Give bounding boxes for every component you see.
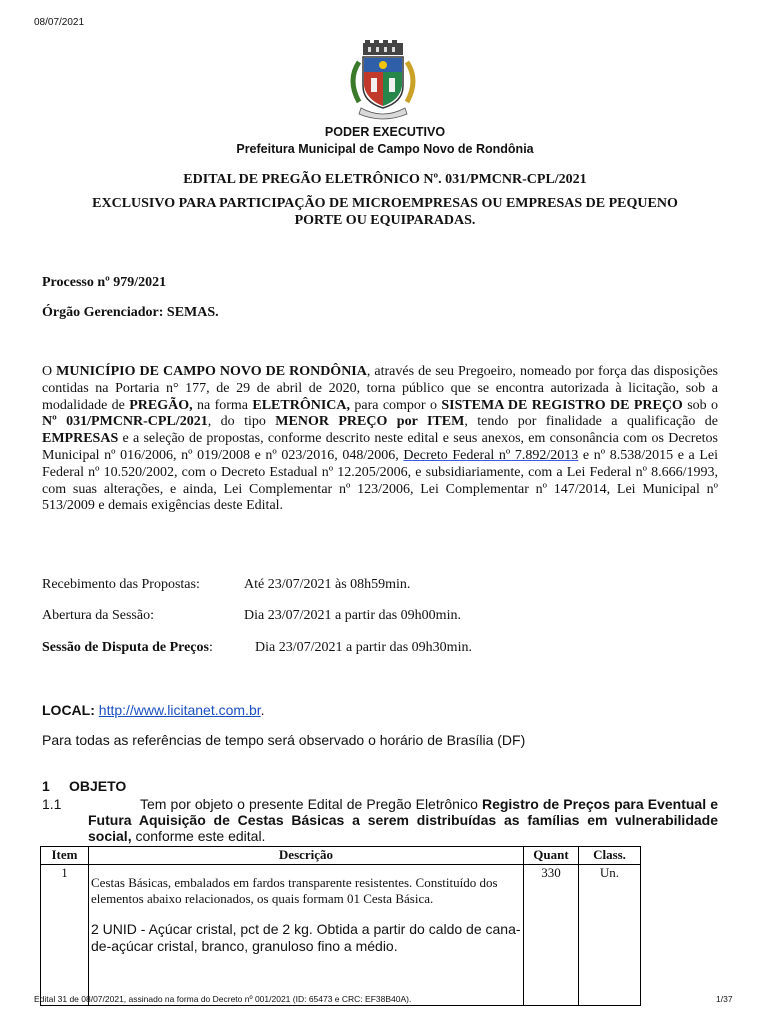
print-date: 08/07/2021 (34, 17, 85, 28)
column-header-description: Descrição (89, 847, 524, 865)
intro-text: sob o (682, 397, 718, 413)
intro-text: para compor o (350, 397, 442, 413)
managing-organ: Órgão Gerenciador: SEMAS. (42, 305, 219, 320)
schedule-label-dispute-colon: : (208, 640, 213, 655)
column-header-item: Item (41, 847, 89, 865)
subsection-text-start: Tem por objeto o presente Edital de Pregão Eletrônico (140, 796, 482, 812)
intro-text: , do tipo (207, 414, 276, 430)
column-header-class: Class. (579, 847, 641, 865)
item-number-cell: 1 (41, 865, 89, 1006)
intro-text: na forma (192, 397, 253, 413)
description-cell (89, 865, 524, 1006)
exclusive-notice (52, 195, 718, 229)
page-number: 1/37 (716, 994, 733, 1004)
section-number: 1 (42, 778, 50, 794)
intro-paragraph (42, 364, 718, 515)
intro-bold: MUNICÍPIO DE CAMPO NOVO DE RONDÔNIA (56, 364, 367, 379)
intro-bold: EMPRESAS (42, 431, 119, 447)
footer-signature-note: Edital 31 de 08/07/2021, assinado na forma do Decreto nº 001/2021 (ID: 65473 e CRC: EF38B40A). (34, 994, 412, 1004)
decree-reference: Decreto Federal nº 7.892/2013 (403, 447, 579, 463)
table-header-row (41, 847, 641, 865)
intro-text: e nº 8.538/2015 e a Lei Federal nº 10.520/2002, com o Decreto Estadual nº 12.205/2006, e subsidiariamente, com a Lei Federal nº 8.666/1993, com suas alterações, e ainda, Lei Complementar nº 123/2006, Lei Complementar nº 147/2014, Lei Municipal nº 513/2009 e demais exigências deste Edital. (42, 447, 719, 514)
municipal-crest-logo (345, 40, 421, 120)
intro-text: e a seleção de propostas, conforme descrito neste edital e seus anexos, em consonância com os Decretos Municipal nº 016/2006, nº 019/2008 e nº 023/2016, 048/2006, (42, 431, 718, 463)
exclusive-notice-line2: PORTE OU EQUIPARADAS. (294, 213, 476, 228)
intro-bold: PREGÃO, (129, 397, 193, 413)
time-reference-note: Para todas as referências de tempo será observado o horário de Brasília (DF) (42, 732, 526, 748)
schedule-value-opening: Dia 23/07/2021 a partir das 09h00min. (244, 608, 461, 623)
local-line (42, 702, 265, 718)
table-row (41, 865, 641, 1006)
section-title: OBJETO (69, 778, 127, 794)
subsection-number: 1.1 (42, 796, 62, 812)
local-label: LOCAL: (42, 702, 95, 718)
schedule-label-proposals: Recebimento das Propostas: (42, 577, 200, 592)
description-paragraph-basket: Cestas Básicas, embalados em fardos transparente resistentes. Constituído dos elementos abaixo relacionados, os quais formam 01 Cesta Básica. (91, 875, 498, 906)
subsection-text-bold: Registro de Preços para Eventual e Futura Aquisição de Cestas Básicas a serem distribuídas as famílias em vulnerabilidade social, (88, 796, 718, 844)
local-suffix: . (260, 702, 265, 718)
branch-heading: PODER EXECUTIVO (324, 125, 446, 139)
schedule-value-proposals: Até 23/07/2021 às 08h59min. (244, 577, 411, 592)
office-heading: Prefeitura Municipal de Campo Novo de Rondônia (236, 142, 534, 156)
edital-title: EDITAL DE PREGÃO ELETRÔNICO Nº. 031/PMCNR-CPL/2021 (183, 172, 587, 187)
intro-text: O (42, 364, 57, 379)
intro-bold: ELETRÔNICA, (252, 397, 351, 413)
schedule-label-opening: Abertura da Sessão: (42, 608, 154, 623)
column-header-quantity: Quant (524, 847, 579, 865)
intro-text: , tendo por finalidade a qualificação de (464, 414, 718, 430)
schedule-label-dispute (42, 640, 213, 656)
schedule-label-dispute-text: Sessão de Disputa de Preços (42, 640, 209, 655)
local-link[interactable]: http://www.licitanet.com.br (98, 702, 261, 718)
schedule-value-dispute: Dia 23/07/2021 a partir das 09h30min. (255, 640, 472, 655)
subsection-text (88, 796, 718, 844)
intro-text: , através de seu Pregoeiro, nomeado por força das disposições contidas na Portaria n° 177, de 29 de abril de 2020, torna público que se encontra autorizada à licitação, sob a modalidade de (42, 364, 718, 413)
exclusive-notice-line1: EXCLUSIVO PARA PARTICIPAÇÃO DE MICROEMPRESAS OU EMPRESAS DE PEQUENO (92, 196, 678, 211)
process-number: Processo nº 979/2021 (42, 275, 167, 290)
class-cell: Un. (579, 865, 641, 1006)
subsection-text-end: conforme este edital. (131, 828, 266, 844)
quantity-cell: 330 (524, 865, 579, 1006)
intro-bold: SISTEMA DE REGISTRO DE PREÇO (441, 397, 683, 413)
description-paragraph-sugar: 2 UNID - Açúcar cristal, pct de 2 kg. Obtida a partir do caldo de cana-de-açúcar cristal, branco, granuloso fino a médio. (91, 921, 521, 954)
intro-bold: MENOR PREÇO por ITEM (275, 414, 465, 430)
items-table (40, 846, 641, 1006)
intro-bold: Nº 031/PMCNR-CPL/2021 (42, 414, 208, 430)
